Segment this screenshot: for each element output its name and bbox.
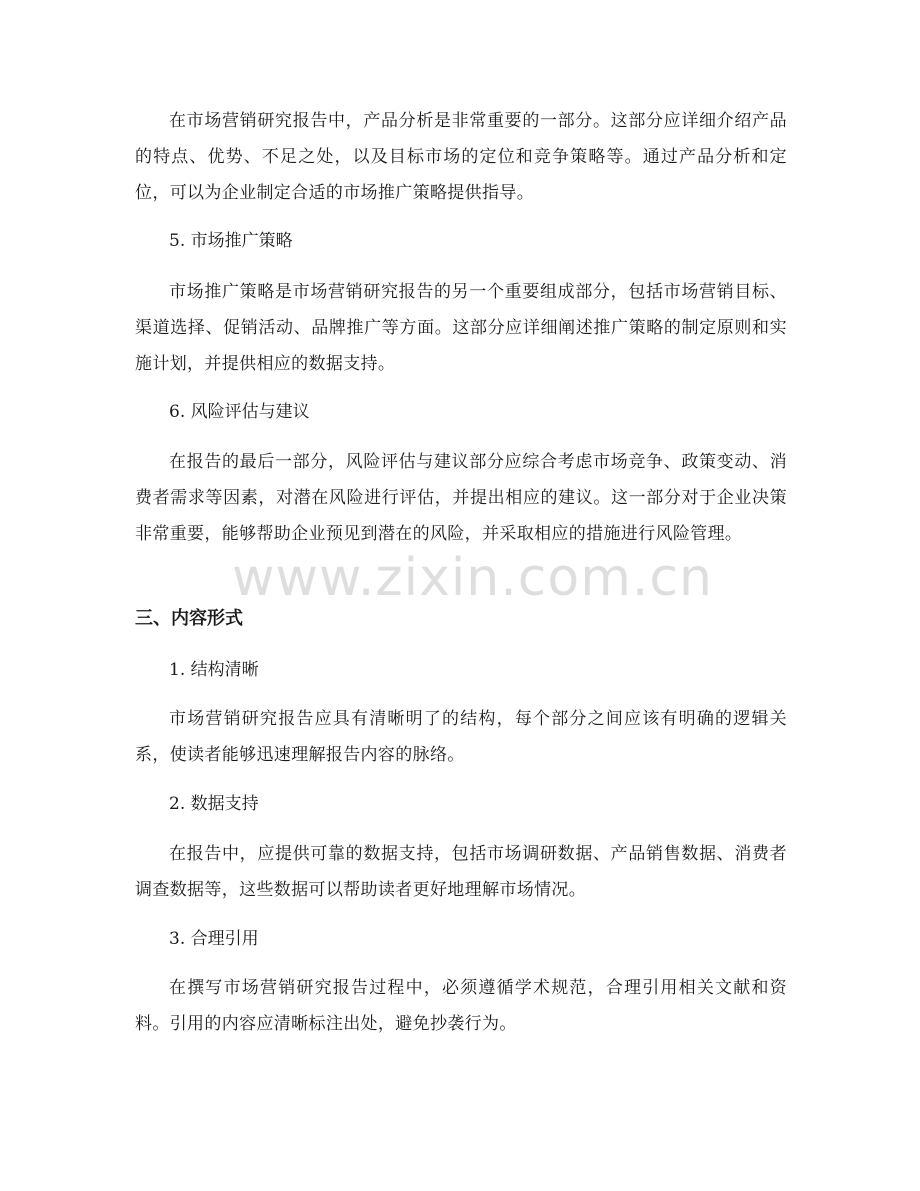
subheading-data-support: 2. 数据支持 (169, 794, 259, 814)
paragraph-promotion-strategy: 市场推广策略是市场营销研究报告的另一个重要组成部分，包括市场营销目标、渠道选择、促销活动、品牌推广等方面。这部分应详细阐述推广策略的制定原则和实施计划，并提供相应的数据支持。 (135, 282, 787, 374)
paragraph-clear-structure: 市场营销研究报告应具有清晰明了的结构，每个部分之间应该有明确的逻辑关系，使读者能够迅速理解报告内容的脉络。 (135, 709, 787, 765)
section-heading-content-form: 三、内容形式 (135, 608, 243, 629)
paragraph-proper-citation: 在撰写市场营销研究报告过程中，必须遵循学术规范，合理引用相关文献和资料。引用的内容应清晰标注出处，避免抄袭行为。 (135, 978, 787, 1034)
subheading-clear-structure: 1. 结构清晰 (169, 660, 259, 680)
watermark-text: www.zixin.com.cn (232, 548, 713, 608)
subheading-proper-citation: 3. 合理引用 (169, 929, 259, 949)
paragraph-product-analysis: 在市场营销研究报告中，产品分析是非常重要的一部分。这部分应详细介绍产品的特点、优势、不足之处，以及目标市场的定位和竞争策略等。通过产品分析和定位，可以为企业制定合适的市场推广策略提供指导。 (135, 111, 787, 203)
subheading-marketing-promotion: 5. 市场推广策略 (169, 231, 293, 251)
paragraph-data-support: 在报告中，应提供可靠的数据支持，包括市场调研数据、产品销售数据、消费者调查数据等，这些数据可以帮助读者更好地理解市场情况。 (135, 844, 787, 900)
paragraph-risk-assessment: 在报告的最后一部分，风险评估与建议部分应综合考虑市场竞争、政策变动、消费者需求等因素，对潜在风险进行评估，并提出相应的建议。这一部分对于企业决策非常重要，能够帮助企业预见到潜在的风险，并采取相应的措施进行风险管理。 (135, 452, 787, 544)
subheading-risk-assessment: 6. 风险评估与建议 (169, 402, 310, 422)
